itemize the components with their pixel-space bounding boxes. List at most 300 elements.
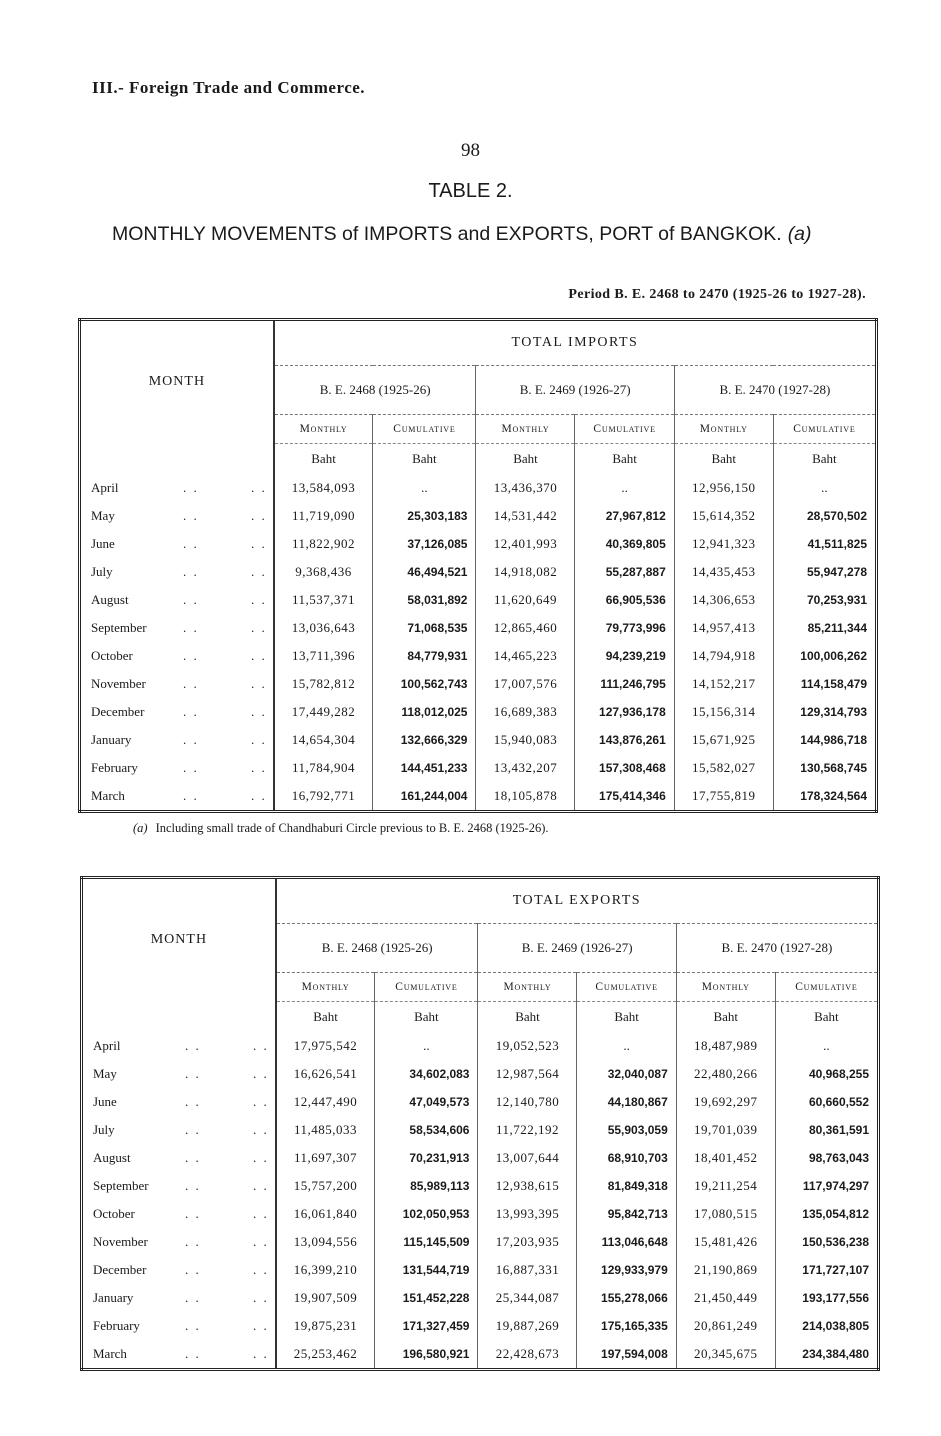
cumulative-value: 55,903,059	[577, 1116, 676, 1144]
monthly-value: 13,584,093	[291, 480, 356, 495]
month-name: November	[91, 676, 146, 691]
table-row	[82, 1172, 879, 1200]
month-name: May	[91, 508, 115, 523]
year-header: B. E. 2468 (1925-26)	[276, 924, 478, 973]
cumulative-value: 129,314,793	[773, 698, 876, 726]
monthly-value: 15,940,083	[476, 726, 575, 754]
monthly-value: 19,875,231	[293, 1318, 358, 1333]
monthly-value: 9,368,436	[295, 564, 352, 579]
monthly-value: 11,722,192	[478, 1116, 577, 1144]
leader-dots: . .	[185, 1066, 201, 1081]
month-cell	[80, 586, 274, 614]
cumulative-header: Cumulative	[575, 415, 674, 444]
cumulative-value: 98,763,043	[775, 1144, 878, 1172]
leader-dots: . .	[253, 1038, 269, 1053]
cumulative-value: 171,327,459	[375, 1312, 478, 1340]
cumulative-value: 44,180,867	[577, 1088, 676, 1116]
monthly-value: 14,435,453	[674, 558, 773, 586]
leader-dots: . .	[183, 592, 199, 607]
month-header: MONTH	[82, 878, 276, 1002]
cumulative-value: 113,046,648	[577, 1228, 676, 1256]
table-row	[80, 586, 877, 614]
cumulative-value: 127,936,178	[575, 698, 674, 726]
monthly-value: 17,755,819	[674, 782, 773, 812]
monthly-value: 14,654,304	[291, 732, 356, 747]
exports-rows	[82, 1032, 879, 1370]
month-name: February	[93, 1318, 140, 1333]
cumulative-value: 157,308,468	[575, 754, 674, 782]
cumulative-value: 40,369,805	[575, 530, 674, 558]
monthly-value: 13,007,644	[478, 1144, 577, 1172]
unit-label: Baht	[676, 1002, 775, 1033]
month-cell	[80, 698, 274, 726]
cumulative-value: 111,246,795	[575, 670, 674, 698]
imports-group-header: TOTAL IMPORTS	[274, 320, 877, 366]
leader-dots: . .	[183, 564, 199, 579]
monthly-value: 11,620,649	[476, 586, 575, 614]
monthly-value: 11,784,904	[292, 760, 356, 775]
monthly-value: 13,711,396	[292, 648, 356, 663]
monthly-value: 17,007,576	[476, 670, 575, 698]
month-name: April	[93, 1038, 121, 1053]
cumulative-value: 132,666,329	[373, 726, 476, 754]
table-row	[82, 1088, 879, 1116]
cumulative-value: 135,054,812	[775, 1200, 878, 1228]
monthly-value: 11,485,033	[294, 1122, 358, 1137]
cumulative-value: 161,244,004	[373, 782, 476, 812]
monthly-value: 25,253,462	[293, 1346, 358, 1361]
monthly-value: 11,822,902	[292, 536, 356, 551]
month-name: June	[93, 1094, 117, 1109]
month-name: February	[91, 760, 138, 775]
month-cell	[82, 1312, 276, 1340]
leader-dots: . .	[251, 564, 267, 579]
leader-dots: . .	[185, 1318, 201, 1333]
leader-dots: . .	[253, 1122, 269, 1137]
month-cell	[82, 1060, 276, 1088]
leader-dots: . .	[251, 788, 267, 803]
leader-dots: . .	[185, 1290, 201, 1305]
month-cell	[80, 502, 274, 530]
month-name: December	[93, 1262, 147, 1277]
monthly-value: 19,887,269	[478, 1312, 577, 1340]
monthly-value: 11,537,371	[292, 592, 356, 607]
unit-label: Baht	[773, 444, 876, 475]
unit-label: Baht	[577, 1002, 676, 1033]
table-row	[82, 1144, 879, 1172]
month-name: April	[91, 480, 119, 495]
year-header: B. E. 2469 (1926-27)	[478, 924, 676, 973]
leader-dots: . .	[253, 1290, 269, 1305]
monthly-value: 13,094,556	[293, 1234, 358, 1249]
table-row	[80, 614, 877, 642]
cumulative-value: 118,012,025	[373, 698, 476, 726]
cumulative-value: 117,974,297	[775, 1172, 878, 1200]
leader-dots: . .	[183, 732, 199, 747]
exports-table	[80, 876, 880, 1371]
monthly-value: 14,152,217	[674, 670, 773, 698]
unit-label: Baht	[775, 1002, 878, 1033]
monthly-value: 12,140,780	[478, 1088, 577, 1116]
monthly-value: 18,401,452	[676, 1144, 775, 1172]
imports-rows	[80, 474, 877, 812]
monthly-value: 16,061,840	[293, 1206, 358, 1221]
leader-dots: . .	[253, 1094, 269, 1109]
leader-dots: . .	[185, 1038, 201, 1053]
leader-dots: . .	[251, 704, 267, 719]
leader-dots: . .	[185, 1206, 201, 1221]
monthly-value: 15,156,314	[674, 698, 773, 726]
month-name: January	[93, 1290, 134, 1305]
cumulative-value: 68,910,703	[577, 1144, 676, 1172]
main-title	[112, 223, 872, 246]
monthly-value: 22,428,673	[478, 1340, 577, 1370]
monthly-value: 12,938,615	[478, 1172, 577, 1200]
month-cell	[82, 1200, 276, 1228]
monthly-header: Monthly	[274, 415, 373, 444]
monthly-value: 15,782,812	[291, 676, 356, 691]
leader-dots: . .	[183, 480, 199, 495]
leader-dots: . .	[253, 1066, 269, 1081]
monthly-value: 18,105,878	[476, 782, 575, 812]
year-header: B. E. 2469 (1926-27)	[476, 366, 674, 415]
month-cell	[82, 1116, 276, 1144]
leader-dots: . .	[253, 1318, 269, 1333]
cumulative-value: 28,570,502	[773, 502, 876, 530]
table-label: TABLE 2.	[428, 180, 513, 202]
month-cell	[82, 1032, 276, 1060]
leader-dots: . .	[251, 508, 267, 523]
month-name: September	[93, 1178, 149, 1193]
monthly-value: 25,344,087	[478, 1284, 577, 1312]
main-title-text: MONTHLY MOVEMENTS of IMPORTS and EXPORTS, PORT of BANGKOK.	[112, 223, 782, 245]
monthly-header: Monthly	[276, 973, 375, 1002]
monthly-value: 15,757,200	[293, 1178, 358, 1193]
monthly-value: 16,887,331	[478, 1256, 577, 1284]
leader-dots: . .	[185, 1178, 201, 1193]
monthly-value: 13,436,370	[476, 474, 575, 502]
monthly-value: 17,203,935	[478, 1228, 577, 1256]
monthly-value: 11,697,307	[294, 1150, 358, 1165]
cumulative-value: 144,451,233	[373, 754, 476, 782]
monthly-value: 20,861,249	[676, 1312, 775, 1340]
cumulative-value: 34,602,083	[375, 1060, 478, 1088]
month-name: March	[93, 1346, 127, 1361]
cumulative-value: 81,849,318	[577, 1172, 676, 1200]
table-row	[80, 670, 877, 698]
cumulative-value: 100,006,262	[773, 642, 876, 670]
month-cell	[82, 1088, 276, 1116]
monthly-value: 12,401,993	[476, 530, 575, 558]
unit-label: Baht	[478, 1002, 577, 1033]
footnote	[133, 821, 549, 836]
leader-dots: . .	[251, 760, 267, 775]
month-cell	[80, 754, 274, 782]
table-row	[82, 1200, 879, 1228]
unit-label: Baht	[575, 444, 674, 475]
monthly-value: 14,918,082	[476, 558, 575, 586]
cumulative-value: 85,211,344	[773, 614, 876, 642]
monthly-value: 17,080,515	[676, 1200, 775, 1228]
cumulative-value: 32,040,087	[577, 1060, 676, 1088]
month-cell	[80, 642, 274, 670]
monthly-value: 14,465,223	[476, 642, 575, 670]
main-title-note: (a)	[787, 223, 812, 245]
month-cell	[82, 1144, 276, 1172]
leader-dots: . .	[183, 760, 199, 775]
leader-dots: . .	[183, 508, 199, 523]
leader-dots: . .	[251, 480, 267, 495]
monthly-value: 13,036,643	[291, 620, 356, 635]
leader-dots: . .	[253, 1206, 269, 1221]
cumulative-value: 144,986,718	[773, 726, 876, 754]
cumulative-value: 214,038,805	[775, 1312, 878, 1340]
leader-dots: . .	[185, 1094, 201, 1109]
leader-dots: . .	[253, 1234, 269, 1249]
cumulative-value: 85,989,113	[375, 1172, 478, 1200]
table-row	[80, 698, 877, 726]
month-cell	[80, 726, 274, 754]
leader-dots: . .	[251, 592, 267, 607]
monthly-value: 13,993,395	[478, 1200, 577, 1228]
leader-dots: . .	[183, 676, 199, 691]
month-name: September	[91, 620, 147, 635]
monthly-value: 15,582,027	[674, 754, 773, 782]
month-cell	[82, 1172, 276, 1200]
month-cell	[80, 782, 274, 812]
monthly-header: Monthly	[676, 973, 775, 1002]
cumulative-value: 100,562,743	[373, 670, 476, 698]
cumulative-value: 70,231,913	[375, 1144, 478, 1172]
cumulative-value: ..	[575, 474, 674, 502]
table-row	[82, 1256, 879, 1284]
cumulative-value: 79,773,996	[575, 614, 674, 642]
monthly-value: 19,701,039	[676, 1116, 775, 1144]
cumulative-header: Cumulative	[775, 973, 878, 1002]
cumulative-value: 95,842,713	[577, 1200, 676, 1228]
table-row	[82, 1312, 879, 1340]
table-row	[82, 1228, 879, 1256]
monthly-value: 19,907,509	[293, 1290, 358, 1305]
month-name: December	[91, 704, 145, 719]
unit-label: Baht	[313, 1009, 338, 1024]
cumulative-value: 102,050,953	[375, 1200, 478, 1228]
year-header: B. E. 2470 (1927-28)	[676, 924, 878, 973]
cumulative-value: 115,145,509	[375, 1228, 478, 1256]
monthly-value: 17,449,282	[291, 704, 356, 719]
monthly-value: 16,689,383	[476, 698, 575, 726]
exports-group-header: TOTAL EXPORTS	[276, 878, 879, 924]
cumulative-value: 55,287,887	[575, 558, 674, 586]
cumulative-value: 71,068,535	[373, 614, 476, 642]
leader-dots: . .	[251, 620, 267, 635]
monthly-value: 18,487,989	[676, 1032, 775, 1060]
month-cell	[82, 1228, 276, 1256]
monthly-value: 13,432,207	[476, 754, 575, 782]
cumulative-value: 175,165,335	[577, 1312, 676, 1340]
monthly-value: 19,692,297	[676, 1088, 775, 1116]
cumulative-value: 58,031,892	[373, 586, 476, 614]
month-cell	[82, 1340, 276, 1370]
monthly-value: 22,480,266	[676, 1060, 775, 1088]
table-row	[80, 754, 877, 782]
monthly-value: 12,987,564	[478, 1060, 577, 1088]
cumulative-value: 175,414,346	[575, 782, 674, 812]
monthly-value: 11,719,090	[292, 508, 356, 523]
cumulative-value: 94,239,219	[575, 642, 674, 670]
month-cell	[80, 474, 274, 502]
table-row	[82, 1340, 879, 1370]
monthly-value: 12,865,460	[476, 614, 575, 642]
monthly-value: 14,531,442	[476, 502, 575, 530]
leader-dots: . .	[251, 536, 267, 551]
leader-dots: . .	[253, 1346, 269, 1361]
table-row	[82, 1116, 879, 1144]
unit-label: Baht	[375, 1002, 478, 1033]
monthly-header: Monthly	[476, 415, 575, 444]
month-name: August	[91, 592, 129, 607]
leader-dots: . .	[251, 648, 267, 663]
leader-dots: . .	[185, 1150, 201, 1165]
month-name: January	[91, 732, 132, 747]
cumulative-value: 178,324,564	[773, 782, 876, 812]
cumulative-value: 197,594,008	[577, 1340, 676, 1370]
monthly-header: Monthly	[478, 973, 577, 1002]
cumulative-value: 46,494,521	[373, 558, 476, 586]
cumulative-value: 196,580,921	[375, 1340, 478, 1370]
cumulative-value: 70,253,931	[773, 586, 876, 614]
cumulative-header: Cumulative	[373, 415, 476, 444]
table-row	[80, 558, 877, 586]
table-row	[80, 726, 877, 754]
month-name: October	[91, 648, 133, 663]
month-cell	[80, 614, 274, 642]
cumulative-value: ..	[773, 474, 876, 502]
cumulative-value: 25,303,183	[373, 502, 476, 530]
year-header: B. E. 2468 (1925-26)	[274, 366, 476, 415]
cumulative-value: 150,536,238	[775, 1228, 878, 1256]
monthly-value: 17,975,542	[293, 1038, 358, 1053]
table-row	[82, 1060, 879, 1088]
cumulative-value: 234,384,480	[775, 1340, 878, 1370]
leader-dots: . .	[253, 1150, 269, 1165]
leader-dots: . .	[183, 788, 199, 803]
cumulative-value: 80,361,591	[775, 1116, 878, 1144]
cumulative-header: Cumulative	[375, 973, 478, 1002]
leader-dots: . .	[253, 1262, 269, 1277]
section-title: III.- Foreign Trade and Commerce.	[92, 78, 366, 97]
monthly-header: Monthly	[674, 415, 773, 444]
cumulative-header: Cumulative	[773, 415, 876, 444]
table-row	[80, 782, 877, 812]
month-spacer	[82, 1002, 276, 1033]
monthly-value: 21,450,449	[676, 1284, 775, 1312]
imports-table	[78, 318, 878, 813]
month-cell	[82, 1284, 276, 1312]
month-cell	[80, 530, 274, 558]
footnote-mark: (a)	[133, 821, 148, 835]
monthly-value: 14,794,918	[674, 642, 773, 670]
cumulative-value: 84,779,931	[373, 642, 476, 670]
table-row	[80, 474, 877, 502]
cumulative-value: 129,933,979	[577, 1256, 676, 1284]
month-name: October	[93, 1206, 135, 1221]
monthly-value: 15,614,352	[674, 502, 773, 530]
cumulative-value: 55,947,278	[773, 558, 876, 586]
monthly-value: 21,190,869	[676, 1256, 775, 1284]
monthly-value: 14,306,653	[674, 586, 773, 614]
cumulative-value: 143,876,261	[575, 726, 674, 754]
unit-label: Baht	[674, 444, 773, 475]
cumulative-value: ..	[775, 1032, 878, 1060]
leader-dots: . .	[183, 648, 199, 663]
table-row	[80, 530, 877, 558]
cumulative-value: ..	[375, 1032, 478, 1060]
cumulative-value: 151,452,228	[375, 1284, 478, 1312]
table-row	[82, 1284, 879, 1312]
month-name: November	[93, 1234, 148, 1249]
table-row	[80, 502, 877, 530]
leader-dots: . .	[253, 1178, 269, 1193]
cumulative-value: 130,568,745	[773, 754, 876, 782]
cumulative-value: 114,158,479	[773, 670, 876, 698]
monthly-value: 15,481,426	[676, 1228, 775, 1256]
table-row	[82, 1032, 879, 1060]
table-row	[80, 642, 877, 670]
cumulative-value: 66,905,536	[575, 586, 674, 614]
month-cell	[80, 558, 274, 586]
cumulative-value: 58,534,606	[375, 1116, 478, 1144]
leader-dots: . .	[251, 676, 267, 691]
unit-label: Baht	[311, 451, 336, 466]
cumulative-value: 41,511,825	[773, 530, 876, 558]
cumulative-value: 40,968,255	[775, 1060, 878, 1088]
leader-dots: . .	[185, 1262, 201, 1277]
cumulative-value: 60,660,552	[775, 1088, 878, 1116]
monthly-value: 12,956,150	[674, 474, 773, 502]
leader-dots: . .	[185, 1346, 201, 1361]
monthly-value: 19,211,254	[676, 1172, 775, 1200]
cumulative-header: Cumulative	[577, 973, 676, 1002]
monthly-value: 12,447,490	[293, 1094, 358, 1109]
cumulative-value: 131,544,719	[375, 1256, 478, 1284]
monthly-value: 20,345,675	[676, 1340, 775, 1370]
leader-dots: . .	[183, 620, 199, 635]
leader-dots: . .	[185, 1234, 201, 1249]
year-header: B. E. 2470 (1927-28)	[674, 366, 876, 415]
leader-dots: . .	[185, 1122, 201, 1137]
leader-dots: . .	[183, 536, 199, 551]
page-number: 98	[461, 140, 480, 161]
monthly-value: 16,399,210	[293, 1262, 358, 1277]
cumulative-value: 27,967,812	[575, 502, 674, 530]
month-header: MONTH	[80, 320, 274, 444]
monthly-value: 14,957,413	[674, 614, 773, 642]
cumulative-value: 193,177,556	[775, 1284, 878, 1312]
leader-dots: . .	[251, 732, 267, 747]
unit-label: Baht	[373, 444, 476, 475]
monthly-value: 16,792,771	[291, 788, 356, 803]
cumulative-value: ..	[577, 1032, 676, 1060]
monthly-value: 12,941,323	[674, 530, 773, 558]
month-name: August	[93, 1150, 131, 1165]
month-spacer	[80, 444, 274, 475]
monthly-value: 19,052,523	[478, 1032, 577, 1060]
month-name: July	[93, 1122, 115, 1137]
monthly-value: 15,671,925	[674, 726, 773, 754]
monthly-value: 16,626,541	[293, 1066, 358, 1081]
cumulative-value: ..	[373, 474, 476, 502]
